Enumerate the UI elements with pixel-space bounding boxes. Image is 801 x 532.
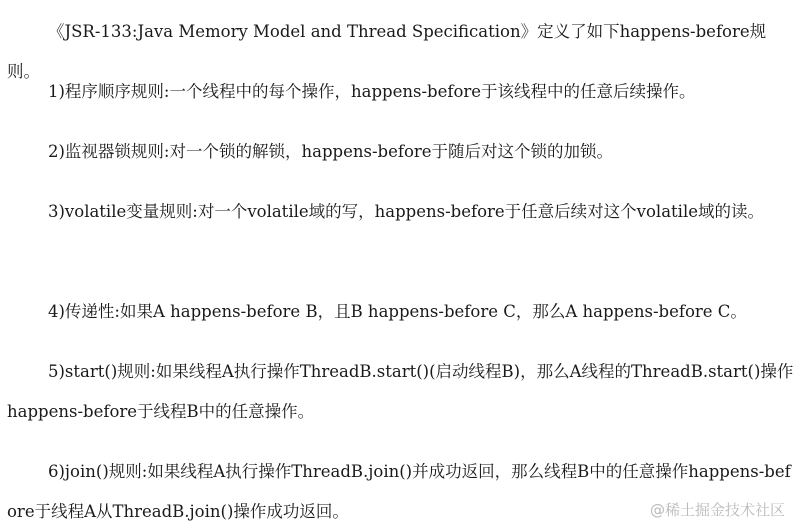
intro-text: 《JSR-133:Java Memory Model and Thread Specification》定义了如下happens-before规则。	[7, 22, 767, 81]
rule-6-text: 6)join()规则:如果线程A执行操作ThreadB.join()并成功返回，那么线程B中的任意操作happens-before于线程A从ThreadB.join()操作成功返回。	[7, 462, 791, 521]
rule-4-paragraph	[7, 292, 797, 332]
rule-3-text: 3)volatile变量规则:对一个volatile域的写，happens-before于任意后续对这个volatile域的读。	[48, 202, 764, 221]
rule-6-paragraph	[7, 452, 797, 532]
rule-2-text: 2)监视器锁规则:对一个锁的解锁，happens-before于随后对这个锁的加锁。	[48, 142, 614, 161]
site-watermark: @稀土掘金技术社区	[649, 501, 785, 519]
rule-1-text: 1)程序顺序规则:一个线程中的每个操作，happens-before于该线程中的任意后续操作。	[48, 82, 696, 101]
rule-5-text: 5)start()规则:如果线程A执行操作ThreadB.start()(启动线程B)，那么A线程的ThreadB.start()操作happens-before于线程B中的任意操作。	[7, 362, 794, 421]
rule-1-paragraph	[7, 72, 797, 112]
rule-2-paragraph	[7, 132, 797, 172]
rule-5-paragraph	[7, 352, 797, 432]
rule-4-text: 4)传递性:如果A happens-before B，且B happens-before C，那么A happens-before C。	[48, 302, 747, 321]
rule-3-paragraph	[7, 192, 797, 232]
